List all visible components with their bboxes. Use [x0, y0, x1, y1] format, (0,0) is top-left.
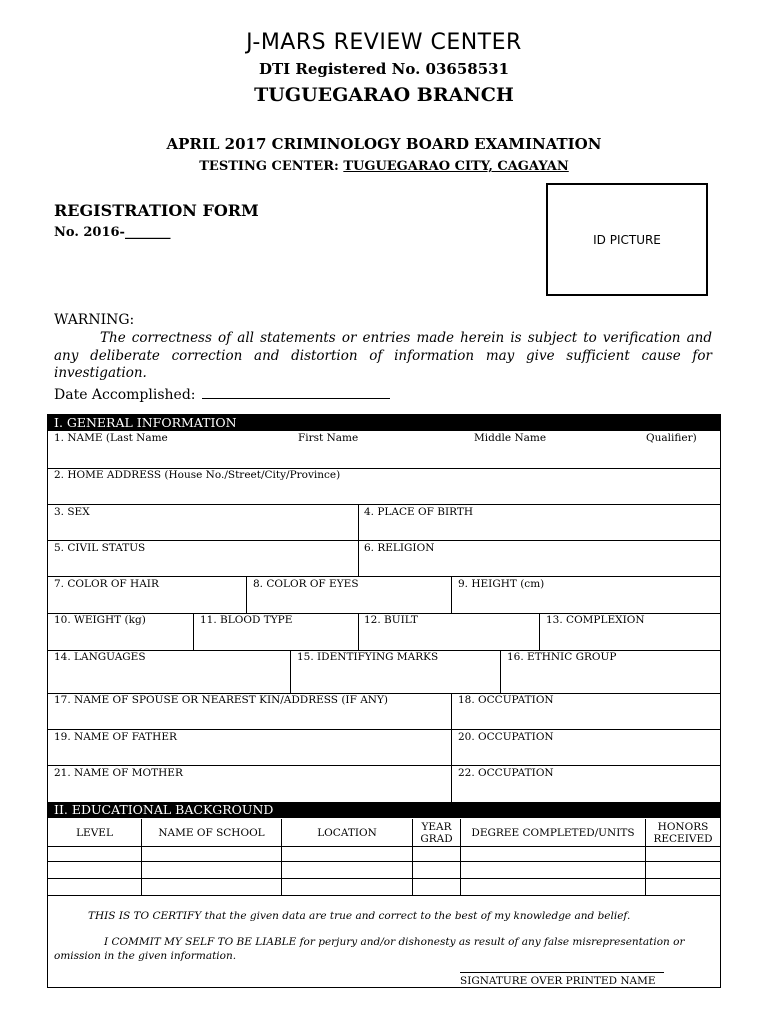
blood-type-label: 11. BLOOD TYPE: [200, 614, 293, 626]
middle-name-label: Middle Name: [474, 432, 547, 444]
general-information-header: I. GENERAL INFORMATION: [48, 415, 720, 431]
liability-lead: I COMMIT MY SELF TO BE LIABLE: [104, 936, 297, 948]
first-name-label: First Name: [298, 432, 359, 444]
column-location: LOCATION: [317, 826, 377, 839]
branch-name: TUGUEGARAO BRANCH: [254, 84, 514, 106]
date-accomplished-field[interactable]: [202, 385, 390, 399]
occupation-20-label: 20. OCCUPATION: [458, 731, 554, 743]
civil-status-label: 5. CIVIL STATUS: [54, 542, 146, 554]
center-name: J-MARS REVIEW CENTER: [246, 30, 522, 55]
testing-center: [0, 159, 768, 174]
registration-form-title: REGISTRATION FORM: [54, 201, 259, 220]
exam-title: APRIL 2017 CRIMINOLOGY BOARD EXAMINATION: [166, 135, 602, 153]
signature-line[interactable]: [460, 972, 664, 973]
education-row[interactable]: [48, 847, 720, 861]
educational-background-header: II. EDUCATIONAL BACKGROUND: [48, 802, 720, 818]
liability-rest: for perjury and/or dishonesty as result of any false misrepresentation or omission in the given information.: [54, 936, 685, 962]
warning-text: The correctness of all statements or entries made herein is subject to verification and any deliberate correction and distortion of information may give sufficient cause for investigation.: [54, 330, 712, 381]
spouse-label: 17. NAME OF SPOUSE OR NEAREST KIN/ADDRESS (IF ANY): [54, 694, 389, 706]
certify-rest: that the given data are true and correct to the best of my knowledge and belief.: [201, 910, 631, 922]
home-address-label: 2. HOME ADDRESS (House No./Street/City/Province): [54, 469, 341, 481]
color-of-eyes-label: 8. COLOR OF EYES: [253, 578, 359, 590]
signature-label: SIGNATURE OVER PRINTED NAME: [460, 975, 656, 987]
id-picture-box: [546, 183, 708, 296]
built-label: 12. BUILT: [364, 614, 418, 626]
testing-center-value: TUGUEGARAO CITY, CAGAYAN: [343, 159, 569, 174]
color-of-hair-label: 7. COLOR OF HAIR: [54, 578, 159, 590]
column-name-of-school: NAME OF SCHOOL: [158, 826, 265, 839]
father-label: 19. NAME OF FATHER: [54, 731, 177, 743]
id-picture-label: ID PICTURE: [593, 232, 661, 247]
name-label: 1. NAME (Last Name: [54, 432, 168, 444]
sex-label: 3. SEX: [54, 506, 90, 518]
testing-center-label: TESTING CENTER:: [199, 159, 344, 174]
certification-statement: [88, 910, 630, 922]
dti-registration: DTI Registered No. 03658531: [258, 60, 510, 78]
liability-statement: [54, 935, 714, 963]
height-label: 9. HEIGHT (cm): [458, 578, 545, 590]
occupation-22-label: 22. OCCUPATION: [458, 767, 554, 779]
column-honors: HONORS RECEIVED: [653, 820, 713, 845]
religion-label: 6. RELIGION: [364, 542, 435, 554]
languages-label: 14. LANGUAGES: [54, 651, 146, 663]
mother-label: 21. NAME OF MOTHER: [54, 767, 183, 779]
occupation-18-label: 18. OCCUPATION: [458, 694, 554, 706]
certify-lead: THIS IS TO CERTIFY: [88, 910, 202, 922]
education-row[interactable]: [48, 879, 720, 895]
date-accomplished-label: Date Accomplished:: [54, 387, 196, 403]
identifying-marks-label: 15. IDENTIFYING MARKS: [297, 651, 439, 663]
registration-form-table: [47, 414, 721, 988]
date-accomplished: [54, 385, 390, 403]
qualifier-label: Qualifier): [646, 432, 697, 444]
place-of-birth-label: 4. PLACE OF BIRTH: [364, 506, 473, 518]
warning-label: WARNING:: [54, 312, 135, 328]
column-level: LEVEL: [76, 826, 113, 839]
ethnic-group-label: 16. ETHNIC GROUP: [507, 651, 617, 663]
complexion-label: 13. COMPLEXION: [546, 614, 645, 626]
weight-label: 10. WEIGHT (kg): [54, 614, 146, 626]
education-row[interactable]: [48, 862, 720, 878]
registration-number: No. 2016-_______: [54, 225, 171, 240]
column-degree: DEGREE COMPLETED/UNITS: [471, 826, 635, 839]
column-year-grad: YEAR GRAD: [420, 820, 453, 845]
